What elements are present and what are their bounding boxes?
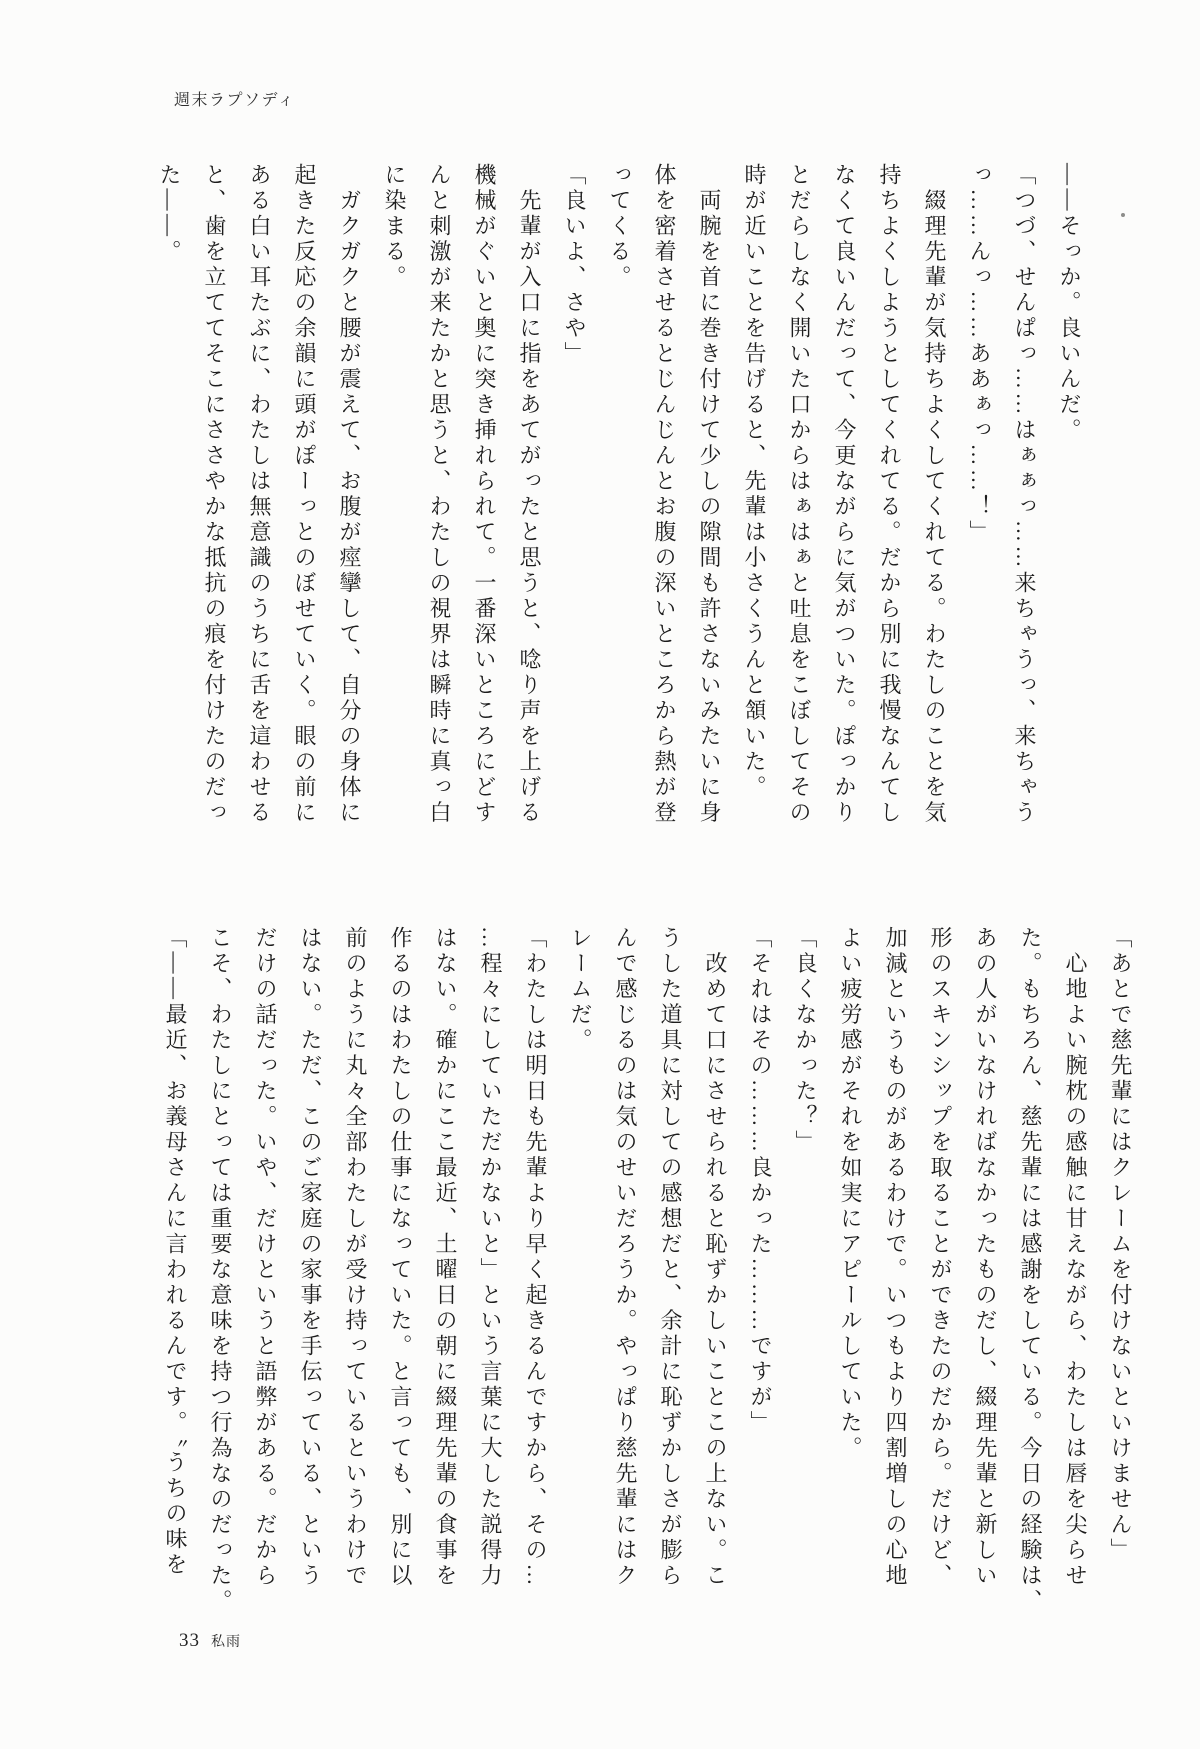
- text-column: んで感じるのは気のせいだろうか。やっぱり慈先輩にはク: [613, 926, 638, 1589]
- text-column: 前のように丸々全部わたしが受け持っているというわけで: [343, 926, 368, 1589]
- text-column: た。もちろん、慈先輩には感謝をしている。今日の経験は、: [1018, 926, 1043, 1615]
- text-column: 「あとで慈先輩にはクレームを付けないといけません」: [1108, 926, 1133, 1564]
- text-column: 「それはその………良かった………ですが」: [748, 926, 773, 1436]
- running-header: 週末ラプソディ: [174, 92, 296, 109]
- scan-speck: [1121, 213, 1125, 217]
- text-column: に染まる。: [382, 163, 407, 291]
- page-number: 33: [179, 1630, 200, 1651]
- text-column: 起きた反応の余韻に頭がぽーっとのぼせていく。眼の前に: [292, 163, 317, 826]
- text-column: だけの話だった。いや、だけというと語弊がある。だから: [253, 926, 278, 1589]
- book-title: 私雨: [211, 1635, 241, 1650]
- text-column: 綴理先輩が気持ちよくしてくれてる。わたしのことを気: [922, 163, 947, 826]
- text-column: …程々にしていただかないと」という言葉に大した説得力: [478, 926, 503, 1589]
- text-column: こそ、わたしにとっては重要な意味を持つ行為なのだった。: [208, 926, 233, 1615]
- text-column: 作るのはわたしの仕事になっていた。と言っても、別に以: [388, 926, 413, 1589]
- text-column: はない。ただ、このご家庭の家事を手伝っている、という: [298, 926, 323, 1589]
- text-column: 形のスキンシップを取ることができたのだから。だけど、: [928, 926, 953, 1589]
- text-column: 体を密着させるとじんじんとお腹の深いところから熱が登: [652, 163, 677, 826]
- text-block-top: [147, 163, 1092, 868]
- text-column: ってくる。: [607, 163, 632, 291]
- text-block-bottom: [153, 926, 1143, 1631]
- text-column: んと刺激が来たかと思うと、わたしの視界は瞬時に真っ白: [427, 163, 452, 826]
- text-column: 加減というものがあるわけで。いつもより四割増しの心地: [883, 926, 908, 1589]
- text-column: 心地よい腕枕の感触に甘えながら、わたしは唇を尖らせ: [1063, 926, 1088, 1589]
- text-column: 「つづ、せんぱっ……はぁぁっ……来ちゃうっ、来ちゃう: [1012, 163, 1037, 826]
- text-column: ガクガクと腰が震えて、お腹が痙攣して、自分の身体に: [337, 163, 362, 826]
- text-column: はない。確かにここ最近、土曜日の朝に綴理先輩の食事を: [433, 926, 458, 1589]
- text-column: 「わたしは明日も先輩より早く起きるんですから、その…: [523, 926, 548, 1589]
- text-column: ――そっか。良いんだ。: [1057, 163, 1082, 444]
- text-column: なくて良いんだって、今更ながらに気がついた。ぽっかり: [832, 163, 857, 826]
- text-column: 両腕を首に巻き付けて少しの隙間も許さないみたいに身: [697, 163, 722, 826]
- text-column: レームだ。: [568, 926, 593, 1054]
- text-column: 「良いよ、さや」: [562, 163, 587, 367]
- text-column: とだらしなく開いた口からはぁはぁと吐息をこぼしてその: [787, 163, 812, 826]
- text-column: 「良くなかった？」: [793, 926, 818, 1156]
- text-column: た――。: [157, 163, 182, 265]
- text-column: 改めて口にさせられると恥ずかしいことこの上ない。こ: [703, 926, 728, 1589]
- page-footer: [179, 1630, 241, 1652]
- text-column: ある白い耳たぶに、わたしは無意識のうちに舌を這わせる: [247, 163, 272, 826]
- text-column: うした道具に対しての感想だと、余計に恥ずかしさが膨ら: [658, 926, 683, 1589]
- text-column: 「――最近、お義母さんに言われるんです。〝うちの味を: [163, 926, 188, 1578]
- text-column: っ……んっ……ああぁっ……！」: [967, 163, 992, 546]
- text-column: よい疲労感がそれを如実にアピールしていた。: [838, 926, 863, 1462]
- text-column: あの人がいなければなかったものだし、綴理先輩と新しい: [973, 926, 998, 1589]
- text-column: 時が近いことを告げると、先輩は小さくうんと頷いた。: [742, 163, 767, 801]
- text-column: 先輩が入口に指をあてがったと思うと、唸り声を上げる: [517, 163, 542, 826]
- text-column: 機械がぐいと奥に突き挿れられて。一番深いところにどす: [472, 163, 497, 826]
- text-column: と、歯を立ててそこにささやかな抵抗の痕を付けたのだっ: [202, 163, 227, 826]
- text-column: 持ちよくしようとしてくれてる。だから別に我慢なんてし: [877, 163, 902, 826]
